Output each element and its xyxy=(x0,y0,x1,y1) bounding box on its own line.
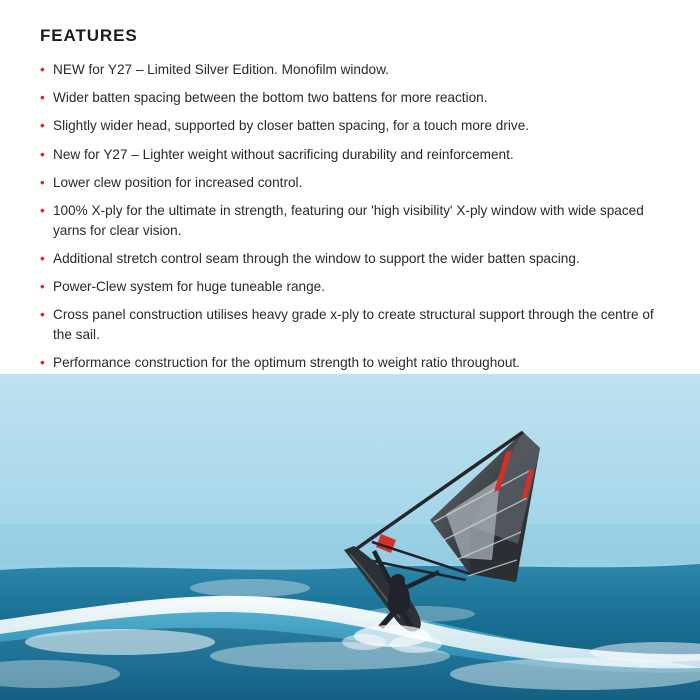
list-item xyxy=(40,201,666,240)
bullet-icon: • xyxy=(40,355,45,371)
list-item-text: Lower clew position for increased control. xyxy=(53,174,303,190)
bullet-icon: • xyxy=(40,307,45,323)
bullet-icon: • xyxy=(40,174,45,190)
list-item xyxy=(40,249,666,269)
list-item xyxy=(40,145,666,165)
bullet-icon: • xyxy=(40,118,45,134)
list-item-text: Power-Clew system for huge tuneable range. xyxy=(53,279,326,295)
bullet-icon: • xyxy=(40,90,45,106)
bullet-icon: • xyxy=(40,250,45,266)
list-item-text: 100% X-ply for the ultimate in strength, featuring our 'high visibility' X-ply window with wide spaced yarns for clear vision. xyxy=(53,203,644,238)
list-item xyxy=(40,353,666,373)
list-item-text: Cross panel construction utilises heavy grade x-ply to create structural support through the centre of the sail. xyxy=(53,307,654,343)
photo-illustration xyxy=(0,374,700,700)
bullet-icon: • xyxy=(40,62,45,77)
page-title: FEATURES xyxy=(40,26,138,45)
list-item xyxy=(40,88,666,108)
features-list xyxy=(40,60,666,373)
bullet-icon: • xyxy=(40,146,45,162)
product-action-photo xyxy=(0,374,700,700)
list-item xyxy=(40,60,666,80)
list-item-text: Wider batten spacing between the bottom two battens for more reaction. xyxy=(53,90,488,106)
bullet-icon: • xyxy=(40,279,45,295)
list-item xyxy=(40,305,666,344)
list-item xyxy=(40,116,666,136)
list-item xyxy=(40,173,666,193)
list-item-text: Slightly wider head, supported by closer batten spacing, for a touch more drive. xyxy=(53,118,530,134)
list-item xyxy=(40,277,666,297)
list-item-text: Additional stretch control seam through the window to support the wider batten spacing. xyxy=(53,250,580,266)
list-item-text: NEW for Y27 – Limited Silver Edition. Monofilm window. xyxy=(53,62,389,77)
list-item-text: New for Y27 – Lighter weight without sacrificing durability and reinforcement. xyxy=(53,146,514,162)
list-item-text: Performance construction for the optimum strength to weight ratio throughout. xyxy=(53,355,520,371)
bullet-icon: • xyxy=(40,203,45,219)
